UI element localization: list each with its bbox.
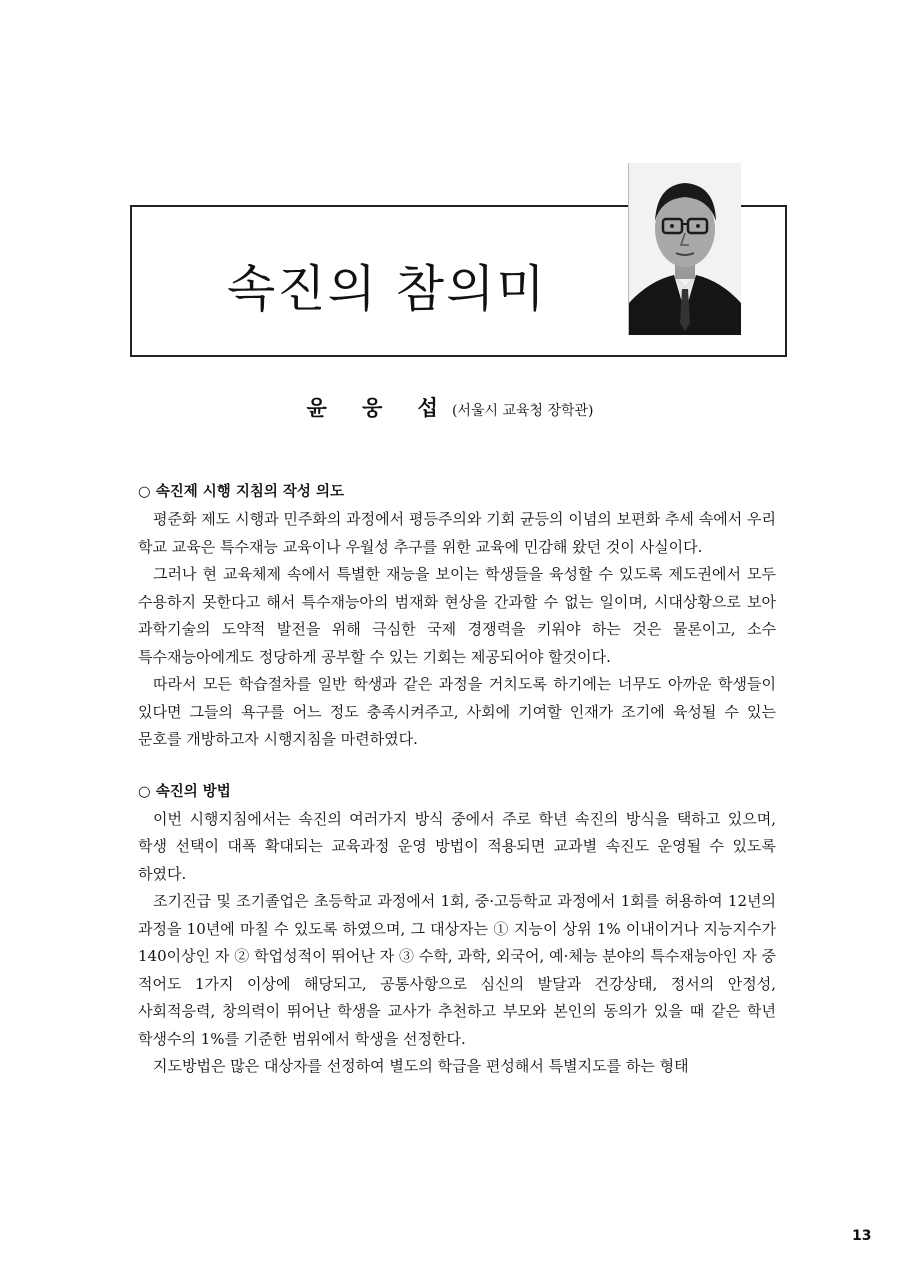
author-line — [0, 392, 900, 422]
author-name: 윤 웅 섭 — [306, 396, 452, 420]
section-heading: ○ 속진의 방법 — [138, 783, 231, 800]
section-purpose — [138, 478, 776, 754]
section-method — [138, 778, 776, 1081]
paragraph: 그러나 현 교육체제 속에서 특별한 재능을 보이는 학생들을 육성할 수 있도록 제도권에서 모두 수용하지 못한다고 해서 특수재능아의 범재화 현상을 간과할 수 없는 일이며, 시대상황으로 보아 과학기술의 도약적 발전을 위해 극심한 국제 경쟁력을 키워야 하는 것은 물론이고, 소수 특수재능아에게도 정당하게 공부할 수 있는 기회는 제공되어야 할것이다. — [138, 565, 776, 666]
paragraph: 따라서 모든 학습절차를 일반 학생과 같은 과정을 거치도록 하기에는 너무도 아까운 학생들이 있다면 그들의 욕구를 어느 정도 충족시켜주고, 사회에 기여할 인재가 조기에 육성될 수 있는 문호를 개방하고자 시행지침을 마련하였다. — [138, 675, 776, 748]
section-heading: ○ 속진제 시행 지침의 작성 의도 — [138, 484, 344, 500]
author-portrait — [628, 163, 741, 335]
author-affiliation: (서울시 교육청 장학관) — [451, 403, 594, 419]
paragraph: 조기진급 및 조기졸업은 초등학교 과정에서 1회, 중·고등학교 과정에서 1회를 허용하여 12년의 과정을 10년에 마칠 수 있도록 하였으며, 그 대상자는 ① 지능이 상위 1% 이내이거나 지능지수가 140이상인 자 ② 학업성적이 뛰어난 자 ③ 수학, 과학, 외국어, 예·체능 분야의 특수재능아인 자 중 적어도 1가지 이상에 해당되고, 공통사항으로 심신의 발달과 건강상태, 정서의 안정성, 사회적응력, 창의력이 뛰어난 학생을 교사가 추천하고 부모와 본인의 동의가 있을 때 같은 학년 학생수의 1%를 기준한 범위에서 학생을 선정한다. — [138, 892, 776, 1048]
paragraph: 이번 시행지침에서는 속진의 여러가지 방식 중에서 주로 학년 속진의 방식을 택하고 있으며, 학생 선택이 대폭 확대되는 교육과정 운영 방법이 적용되면 교과별 속진도 운영될 수 있도록 하였다. — [138, 809, 776, 883]
paragraph: 지도방법은 많은 대상자를 선정하여 별도의 학급을 편성해서 특별지도를 하는 형태 — [153, 1057, 689, 1075]
paragraph: 평준화 제도 시행과 민주화의 과정에서 평등주의와 기회 균등의 이념의 보편화 추세 속에서 우리 학교 교육은 특수재능 교육이나 우월성 추구를 위한 교육에 민감해 왔던 것이 사실이다. — [138, 510, 776, 556]
page-title: 속진의 참의미 — [227, 260, 547, 318]
page-number: 13 — [852, 1228, 872, 1244]
article-body — [138, 478, 776, 1081]
author-photo-illustration — [629, 163, 741, 335]
